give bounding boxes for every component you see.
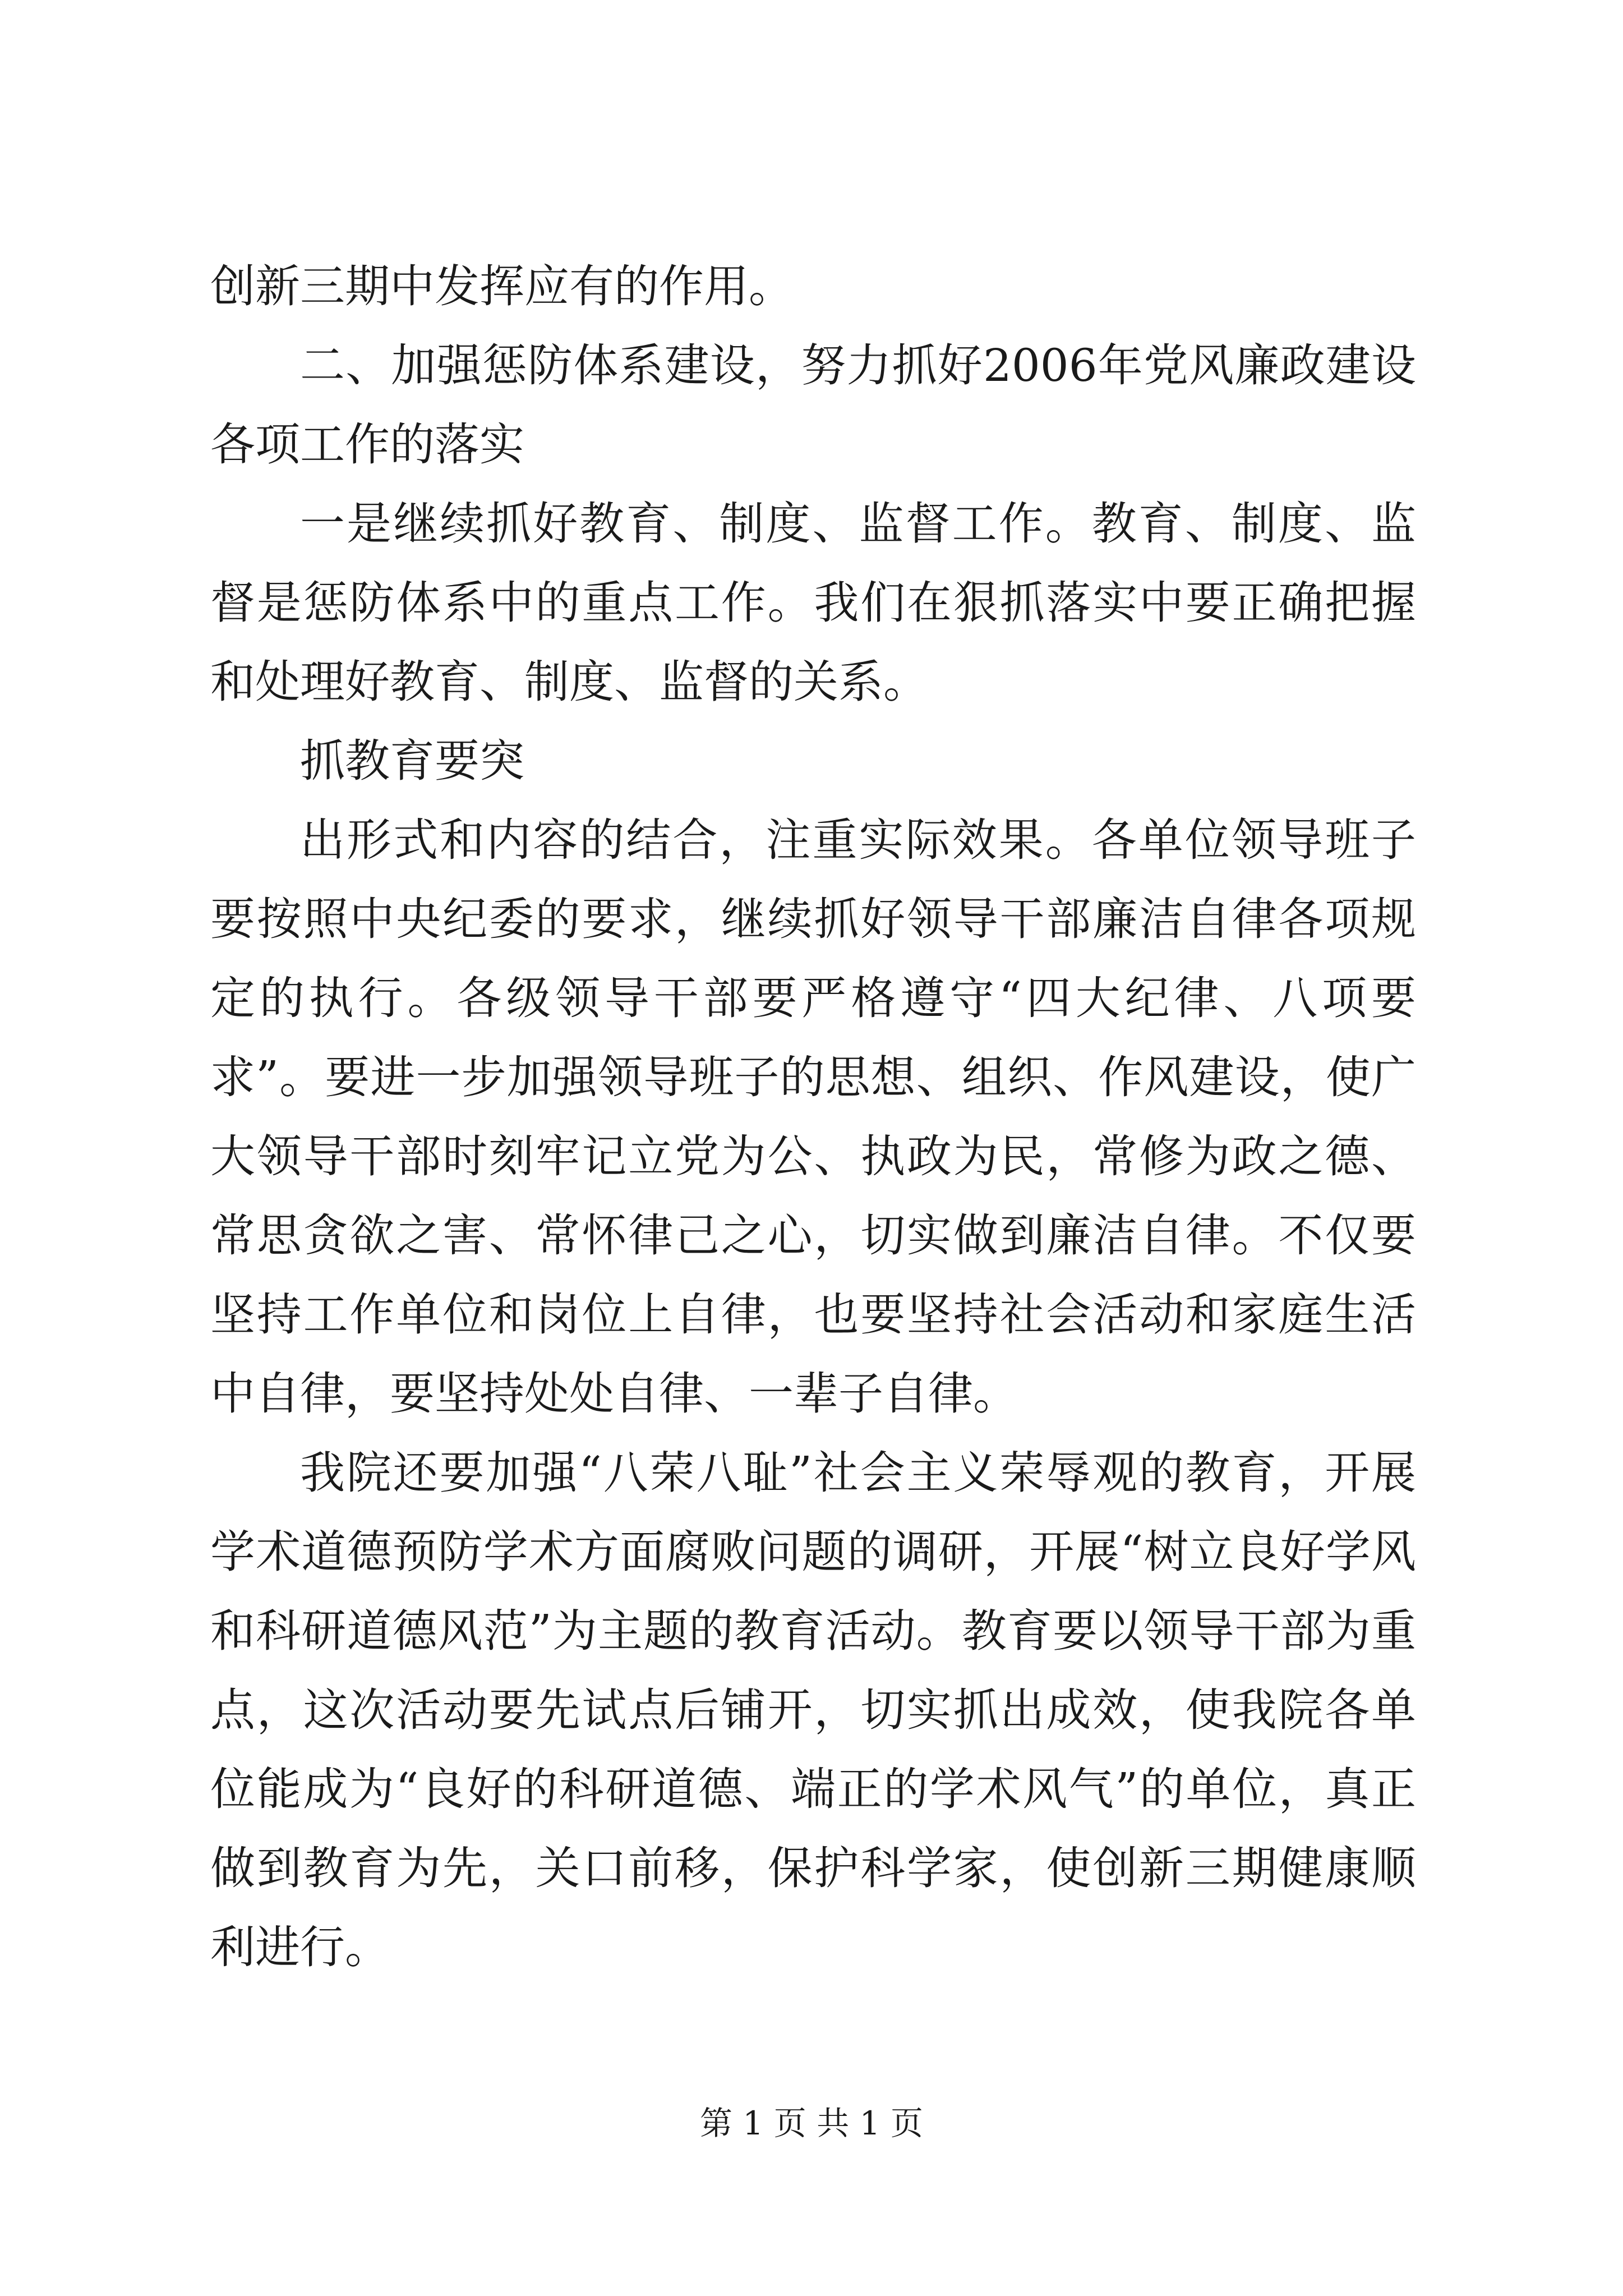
paragraph-5: 出形式和内容的结合，注重实际效果。各单位领导班子要按照中央纪委的要求，继续抓好领导干部廉洁自律各项规定的执行。各级领导干部要严格遵守“四大纪律、八项要求”。要进一步加强领导班子的思想、组织、作风建设，使广大领导干部时刻牢记立党为公、执政为民，常修为政之德、常思贪欲之害、常怀律己之心，切实做到廉洁自律。不仅要坚持工作单位和岗位上自律，也要坚持社会活动和家庭生活中自律，要坚持处处自律、一辈子自律。 xyxy=(210,814,1416,1420)
paragraph-2-heading: 二、加强惩防体系建设，努力抓好2006年党风廉政建设各项工作的落实 xyxy=(210,339,1416,471)
document-body xyxy=(210,247,1416,1987)
paragraph-6: 我院还要加强“八荣八耻”社会主义荣辱观的教育，开展学术道德预防学术方面腐败问题的调研，开展“树立良好学风和科研道德风范”为主题的教育活动。教育要以领导干部为重点，这次活动要先试点后铺开，切实抓出成效，使我院各单位能成为“良好的科研道德、端正的学术风气”的单位，真正做到教育为先，关口前移，保护科学家，使创新三期健康顺利进行。 xyxy=(210,1447,1416,1973)
paragraph-4: 抓教育要突 xyxy=(300,735,524,787)
paragraph-3: 一是继续抓好教育、制度、监督工作。教育、制度、监督是惩防体系中的重点工作。我们在狠抓落实中要正确把握和处理好教育、制度、监督的关系。 xyxy=(210,498,1416,708)
paragraph-1: 创新三期中发挥应有的作用。 xyxy=(210,260,794,312)
page-footer: 第 1 页 共 1 页 xyxy=(700,2104,923,2142)
